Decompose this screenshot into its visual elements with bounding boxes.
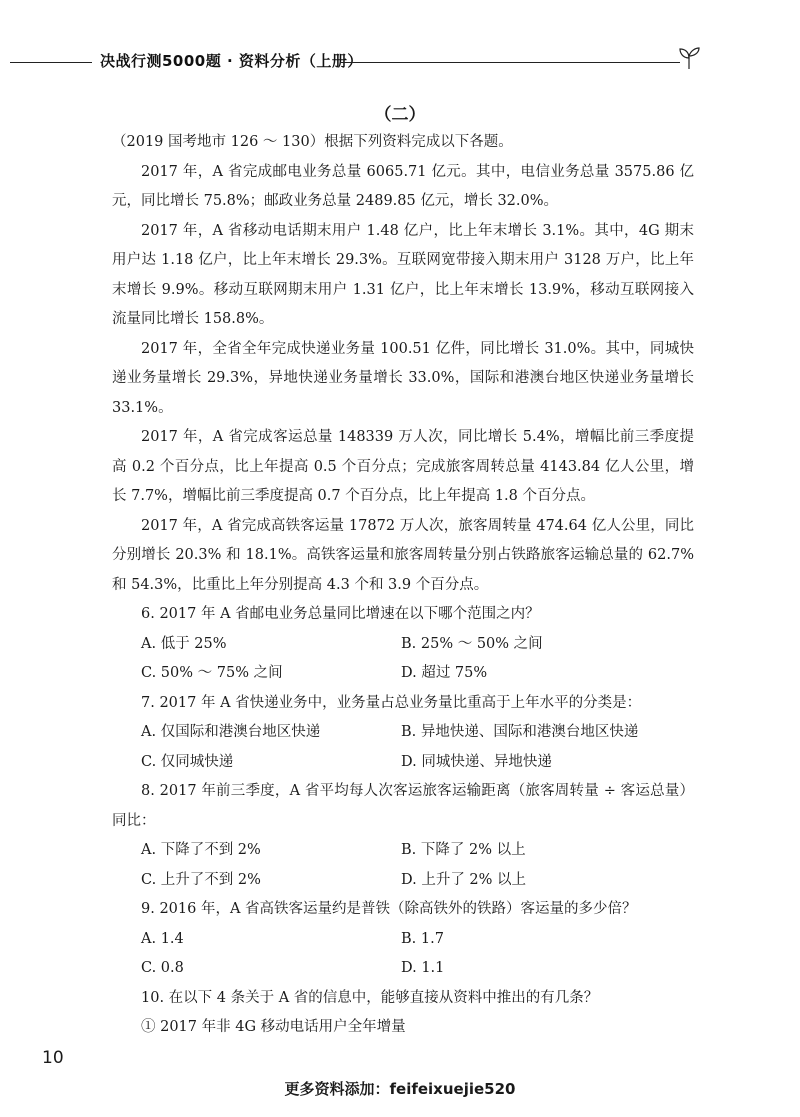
- question-10-stem: 10. 在以下 4 条关于 A 省的信息中，能够直接从资料中推出的有几条？: [141, 989, 599, 1006]
- question-9-stem: 9. 2016 年，A 省高铁客运量约是普铁（除高铁外的铁路）客运量的多少倍？: [141, 901, 637, 917]
- option-8b: B. 下降了 2% 以上: [401, 842, 526, 858]
- paragraph-1: 2017 年，A 省完成邮电业务总量 6065.71 亿元。其中，电信业务总量 3575.86 亿元，同比增长 75.8%；邮政业务总量 2489.85 亿元，增长 32.0%。: [112, 163, 694, 209]
- question-6-options-row-2: [112, 659, 694, 689]
- question-7-options-row-2: [112, 748, 694, 778]
- option-6c: C. 50% ～ 75% 之间: [141, 665, 283, 681]
- page-body: [112, 128, 694, 1043]
- running-header: [0, 46, 800, 76]
- option-6d: D. 超过 75%: [401, 665, 488, 681]
- question-9-options-row-1: [112, 925, 694, 955]
- option-7a: A. 仅国际和港澳台地区快递: [141, 724, 321, 740]
- page-number: 10: [42, 1048, 64, 1068]
- question-9-options-row-2: [112, 954, 694, 984]
- option-8a: A. 下降了不到 2%: [141, 842, 261, 858]
- option-7c: C. 仅同城快递: [141, 753, 234, 770]
- question-7-stem: 7. 2017 年 A 省快递业务中，业务量占总业务量比重高于上年水平的分类是：: [141, 694, 642, 711]
- book-title: 决战行测5000题 · 资料分析（上册）: [100, 52, 363, 70]
- question-8-options-row-1: [112, 836, 694, 866]
- option-6b: B. 25% ～ 50% 之间: [401, 635, 543, 652]
- question-8-stem: 8. 2017 年前三季度，A 省平均每人次客运旅客运输距离（旅客周转量 ÷ 客运总量）同比：: [112, 783, 694, 829]
- option-7d: D. 同城快递、异地快递: [401, 753, 552, 770]
- option-9a: A. 1.4: [141, 930, 184, 947]
- paragraph-5: 2017 年，A 省完成高铁客运量 17872 万人次，旅客周转量 474.64 亿人公里，同比分别增长 20.3% 和 18.1%。高铁客运量和旅客周转量分别占铁路旅客运输总量的 62.7% 和 54.3%，比重比上年分别提高 4.3 个和 3.9 个百分点。: [112, 517, 694, 593]
- question-7-options-row-1: [112, 718, 694, 748]
- question-6-stem: 6. 2017 年 A 省邮电业务总量同比增速在以下哪个范围之内？: [141, 606, 540, 622]
- question-8-options-row-2: [112, 866, 694, 896]
- option-9c: C. 0.8: [141, 960, 184, 976]
- paragraph-2: 2017 年，A 省移动电话期末用户 1.48 亿户，比上年末增长 3.1%。其中，4G 期末用户达 1.18 亿户，比上年末增长 29.3%。互联网宽带接入期末用户 3128 万户，比上年末增长 9.9%。移动互联网期末用户 1.31 亿户，比上年末增长 13.9%，移动互联网接入流量同比增长 158.8%。: [112, 222, 694, 327]
- paragraph-4: 2017 年，A 省完成客运总量 148339 万人次，同比增长 5.4%，增幅比前三季度提高 0.2 个百分点，比上年提高 0.5 个百分点；完成旅客周转总量 4143.84 亿人公里，增长 7.7%，增幅比前三季度提高 0.7 个百分点，比上年提高 1.8 个百分点。: [112, 429, 694, 504]
- section-title: （二）: [374, 105, 426, 125]
- paragraph-3: 2017 年，全省全年完成快递业务量 100.51 亿件，同比增长 31.0%。其中，同城快递业务量增长 29.3%，异地快递业务量增长 33.0%，国际和港澳台地区快递业务量增长 33.1%。: [112, 340, 694, 416]
- option-9d: D. 1.1: [401, 960, 445, 976]
- option-8d: D. 上升了 2% 以上: [401, 871, 527, 888]
- option-7b: B. 异地快递、国际和港澳台地区快递: [401, 724, 639, 740]
- option-8c: C. 上升了不到 2%: [141, 871, 261, 888]
- option-6a: A. 低于 25%: [141, 635, 227, 652]
- question-10-item-1: ① 2017 年非 4G 移动电话用户全年增量: [141, 1019, 406, 1035]
- intro-text: （2019 国考地市 126 ～ 130）根据下列资料完成以下各题。: [112, 134, 513, 150]
- footer-note: 更多资料添加：feifeixuejie520: [284, 1080, 516, 1098]
- question-6-options-row-1: [112, 630, 694, 660]
- option-9b: B. 1.7: [401, 930, 444, 947]
- header-rule-left: [10, 62, 92, 63]
- header-rule-right: [340, 62, 680, 63]
- sprout-icon: [678, 46, 700, 70]
